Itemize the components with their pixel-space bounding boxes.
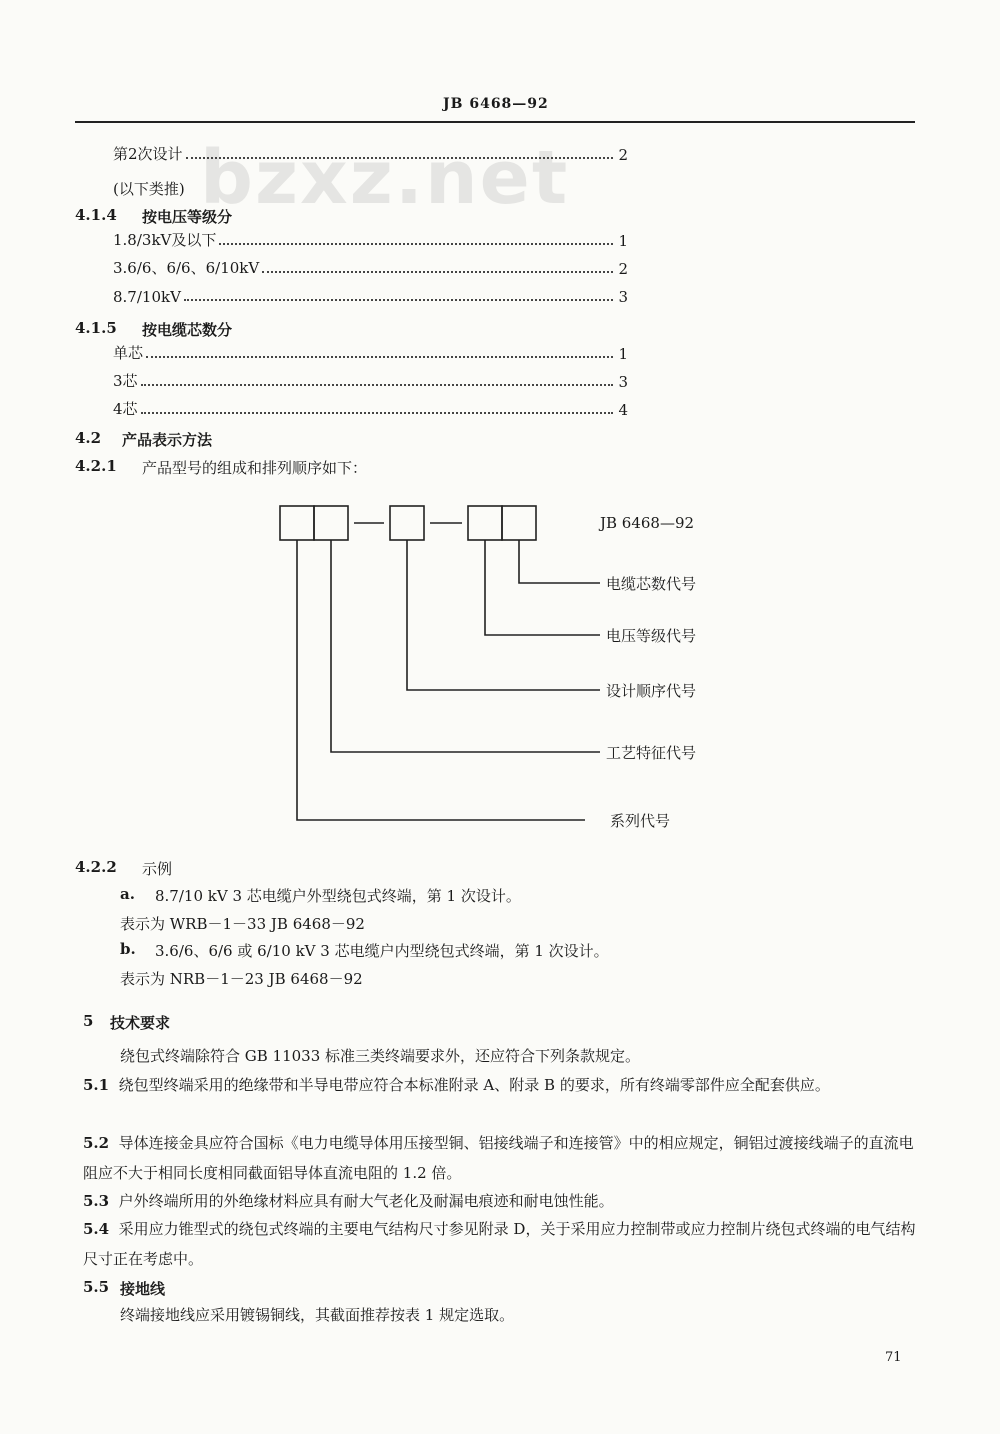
clause-5-1 — [83, 1070, 928, 1100]
toc-page: 3 — [618, 288, 628, 306]
label-process-code: 工艺特征代号 — [606, 744, 697, 762]
section-number: 5.5 — [83, 1278, 110, 1296]
running-header: JB 6468—92 — [443, 96, 549, 112]
code-box-cores — [502, 506, 536, 540]
toc-label: 1.8/3kV及以下 — [113, 231, 217, 249]
page-number: 71 — [885, 1350, 902, 1365]
code-box-process — [314, 506, 348, 540]
toc-page: 4 — [618, 401, 628, 419]
leader-line-process — [331, 540, 600, 752]
clause-text: 绕包型终端采用的绝缘带和半导电带应符合本标准附录 A、附录 B 的要求，所有终端零部件应全配套供应。 — [118, 1076, 830, 1094]
section-title: 技术要求 — [110, 1014, 171, 1032]
section-number: 5 — [83, 1012, 94, 1030]
example-a-text: 8.7/10 kV 3 芯电缆户外型绕包式终端，第 1 次设计。 — [155, 887, 521, 905]
code-box-design — [390, 506, 424, 540]
leader-line-series — [297, 540, 585, 820]
clause-5-3 — [83, 1186, 928, 1216]
example-b-text: 3.6/6、6/6 或 6/10 kV 3 芯电缆户内型绕包式终端，第 1 次设计。 — [155, 942, 609, 960]
toc-page: 2 — [618, 260, 628, 278]
clause-5-2 — [83, 1128, 928, 1188]
label-design-code: 设计顺序代号 — [606, 682, 697, 700]
clause-text: 采用应力锥型式的绕包式终端的主要电气结构尺寸参见附录 D，关于采用应力控制带或应力控制片绕包式终端的电气结构尺寸正在考虑中。 — [83, 1220, 916, 1268]
toc-label: 4芯 — [113, 400, 138, 418]
clause-text: 户外终端所用的外绝缘材料应具有耐大气老化及耐漏电痕迹和耐电蚀性能。 — [118, 1192, 614, 1210]
toc-page: 1 — [618, 345, 628, 363]
example-marker: a. — [120, 885, 135, 903]
toc-page: 3 — [618, 373, 628, 391]
toc-page: 1 — [618, 232, 628, 250]
toc-label: 8.7/10kV — [113, 288, 181, 306]
leader-line-design — [407, 540, 600, 690]
clause-number: 5.2 — [83, 1134, 110, 1152]
toc-label: 第2次设计 — [113, 145, 183, 163]
section-title: 示例 — [142, 860, 173, 878]
section-number: 4.1.4 — [75, 206, 117, 224]
code-box-voltage — [468, 506, 502, 540]
label-series-code: 系列代号 — [610, 812, 671, 830]
clause-number: 5.3 — [83, 1192, 110, 1210]
watermark: bzxz.net — [200, 135, 570, 221]
toc-page: 2 — [618, 146, 628, 164]
clause-text: 导体连接金具应符合国标《电力电缆导体用压接型铜、铝接线端子和连接管》中的相应规定，铜铝过渡接线端子的直流电阻应不大于相同长度相同截面铝导体直流电阻的 1.2 倍。 — [83, 1134, 914, 1182]
leader-line-cores — [519, 540, 600, 583]
section-title: 按电压等级分 — [142, 208, 233, 226]
section-title: 按电缆芯数分 — [142, 321, 233, 339]
section-title: 产品型号的组成和排列顺序如下： — [142, 459, 368, 477]
label-core-code: 电缆芯数代号 — [606, 575, 697, 593]
section-number: 4.2.1 — [75, 457, 117, 475]
toc-label: 3芯 — [113, 372, 138, 390]
section-title: 接地线 — [120, 1280, 166, 1298]
leader-line-voltage — [485, 540, 600, 635]
clause-number: 5.1 — [83, 1076, 110, 1094]
example-a-repr: 表示为 WRB－1－33 JB 6468－92 — [120, 915, 365, 933]
label-voltage-code: 电压等级代号 — [606, 627, 697, 645]
section-number: 4.1.5 — [75, 319, 117, 337]
diagram-standard: JB 6468—92 — [600, 514, 695, 532]
example-b-repr: 表示为 NRB－1－23 JB 6468－92 — [120, 970, 363, 988]
clause-5-4 — [83, 1214, 928, 1274]
section-number: 4.2.2 — [75, 858, 117, 876]
section-number: 4.2 — [75, 429, 102, 447]
intro-paragraph: 绕包式终端除符合 GB 11033 标准三类终端要求外，还应符合下列条款规定。 — [120, 1047, 641, 1065]
section-title: 产品表示方法 — [122, 431, 213, 449]
design-note: (以下类推) — [113, 180, 185, 198]
clause-5-5-text: 终端接地线应采用镀锡铜线，其截面推荐按表 1 规定选取。 — [120, 1306, 515, 1324]
clause-number: 5.4 — [83, 1220, 110, 1238]
code-box-series — [280, 506, 314, 540]
toc-label: 3.6/6、6/6、6/10kV — [113, 259, 260, 277]
example-marker: b. — [120, 940, 136, 958]
toc-label: 单芯 — [113, 344, 144, 362]
